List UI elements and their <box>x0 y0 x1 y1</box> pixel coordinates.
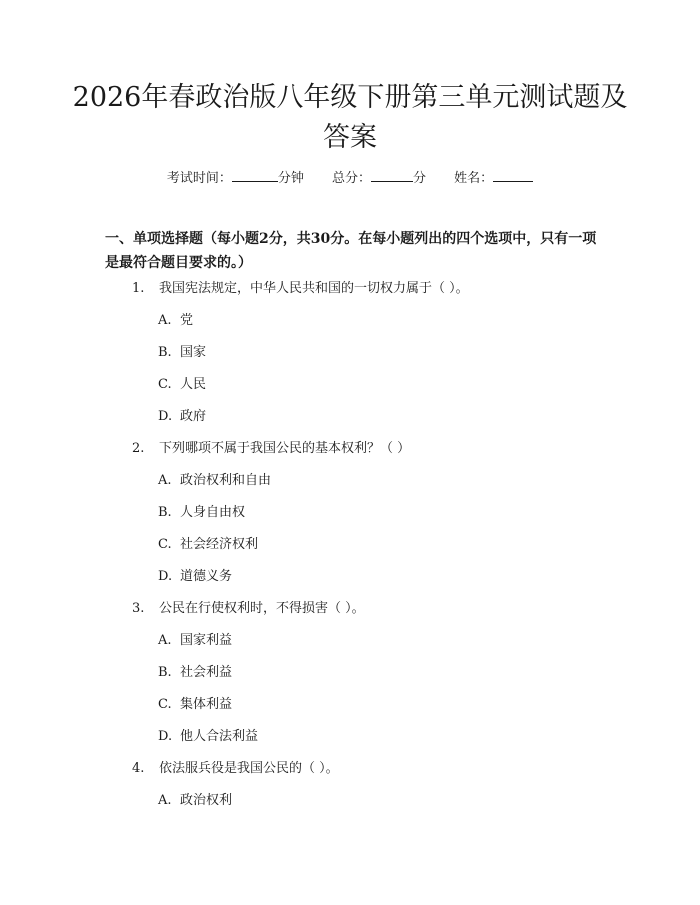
option-text: 人民 <box>180 377 207 392</box>
option-item <box>158 728 258 746</box>
total-score-unit: 分 <box>413 171 427 186</box>
option-text: 他人合法利益 <box>180 729 259 744</box>
question-number: 2. <box>132 441 145 456</box>
total-score-field <box>332 169 426 188</box>
option-text: 社会经济权利 <box>180 537 259 552</box>
question-stem <box>132 280 469 298</box>
exam-time-field <box>167 169 304 188</box>
option-text: 政府 <box>180 409 207 424</box>
total-score-blank <box>371 169 413 182</box>
option-letter: B. <box>158 665 172 680</box>
option-item <box>158 568 232 586</box>
exam-time-blank <box>232 169 278 182</box>
option-item <box>158 376 206 394</box>
option-letter: A. <box>158 633 172 648</box>
option-item <box>158 632 232 650</box>
option-letter: D. <box>158 409 173 424</box>
student-name-label: 姓名： <box>454 171 494 186</box>
option-item <box>158 696 232 714</box>
student-name-field <box>454 169 533 188</box>
option-item <box>158 472 271 490</box>
option-letter: D. <box>158 729 173 744</box>
question-stem <box>132 600 365 618</box>
exam-time-unit: 分钟 <box>277 171 304 186</box>
exam-info-line <box>0 169 700 188</box>
student-name-blank <box>493 169 533 182</box>
option-text: 国家利益 <box>180 633 233 648</box>
option-item <box>158 408 206 426</box>
option-text: 国家 <box>180 345 207 360</box>
question-stem <box>132 760 339 778</box>
question-text: 公民在行使权利时，不得损害（ ）。 <box>159 601 365 616</box>
option-letter: A. <box>158 473 172 488</box>
option-text: 集体利益 <box>180 697 233 712</box>
question-text: 下列哪项不属于我国公民的基本权利？（ ） <box>159 441 411 456</box>
option-text: 人身自由权 <box>180 505 246 520</box>
option-item <box>158 504 245 522</box>
exam-time-label: 考试时间： <box>166 171 232 186</box>
question-stem <box>132 440 410 458</box>
question-text: 依法服兵役是我国公民的（ ）。 <box>159 761 339 776</box>
option-text: 道德义务 <box>180 569 233 584</box>
option-text: 社会利益 <box>180 665 233 680</box>
question-number: 4. <box>132 761 145 776</box>
question-text: 我国宪法规定，中华人民共和国的一切权力属于（ ）。 <box>159 281 469 296</box>
option-item <box>158 664 232 682</box>
option-item <box>158 536 258 554</box>
option-letter: B. <box>158 505 172 520</box>
option-text: 党 <box>180 313 194 328</box>
option-text: 政治权利 <box>180 793 233 808</box>
option-item <box>158 312 193 330</box>
option-letter: C. <box>158 537 172 552</box>
option-text: 政治权利和自由 <box>180 473 272 488</box>
question-number: 3. <box>132 601 145 616</box>
total-score-label: 总分： <box>331 171 371 186</box>
section-heading-single-choice: 一、单项选择题（每小题2分，共30分。在每小题列出的四个选项中，只有一项是最符合题目要求的。） <box>105 231 597 271</box>
document-title: 2026年春政治版八年级下册第三单元测试题及答案 <box>72 82 628 153</box>
question-number: 1. <box>132 281 145 296</box>
option-item <box>158 792 232 810</box>
option-letter: A. <box>158 313 172 328</box>
option-item <box>158 344 206 362</box>
option-letter: D. <box>158 569 173 584</box>
option-letter: C. <box>158 377 172 392</box>
option-letter: C. <box>158 697 172 712</box>
option-letter: B. <box>158 345 172 360</box>
option-letter: A. <box>158 793 172 808</box>
